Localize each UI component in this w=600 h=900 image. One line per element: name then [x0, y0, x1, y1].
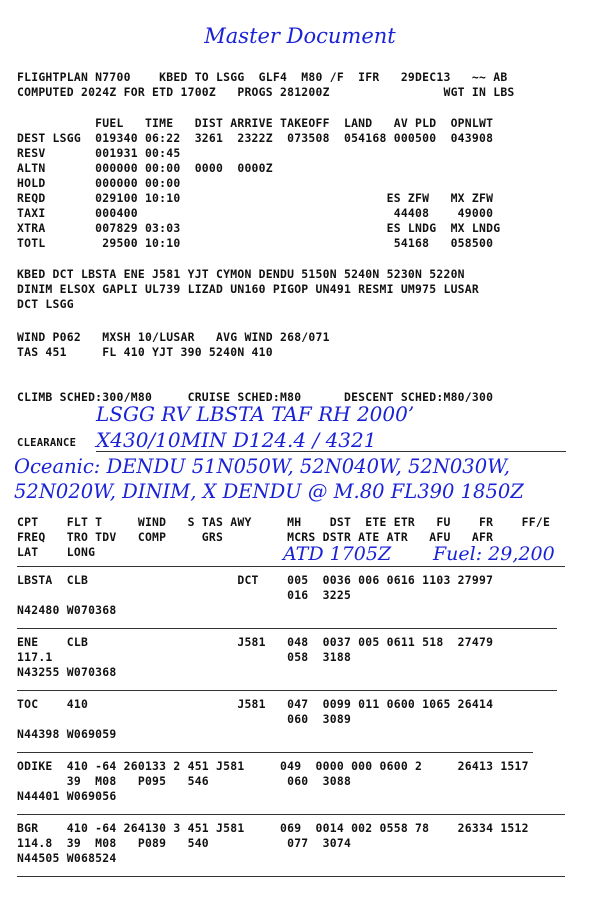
clearance-underline: [96, 451, 566, 452]
waypoint-line: N44401 W069056: [17, 789, 117, 803]
fuel-row-dest: DEST LSGG 019340 06:22 3261 2322Z 073508 054168 000500 043908: [17, 131, 494, 145]
waypoint-odike: [17, 759, 529, 804]
fuel-header-row: FUEL TIME DIST ARRIVE TAKEOFF LAND AV PLD OPNLWT: [17, 116, 494, 130]
navlog-rule-4: [17, 814, 565, 815]
waypoint-line: N44505 W068524: [17, 851, 117, 865]
waypoint-bgr: [17, 821, 529, 866]
handwritten-fuel: Fuel: 29,200: [433, 543, 555, 565]
waypoint-line: TOC 410 J581 047 0099 011 0600 1065 26414: [17, 697, 494, 711]
waypoint-line: LBSTA CLB DCT 005 0036 006 0616 1103 27997: [17, 573, 494, 587]
navlog-header-3: LAT LONG: [17, 545, 96, 559]
header-line-1: FLIGHTPLAN N7700 KBED TO LSGG GLF4 M80 /F IFR 29DEC13 ~~ AB: [17, 70, 508, 84]
wind-line-2: TAS 451 FL 410 YJT 390 5240N 410: [17, 345, 273, 359]
route-line-1: KBED DCT LBSTA ENE J581 YJT CYMON DENDU 5150N 5240N 5230N 5220N: [17, 267, 465, 281]
handwritten-oceanic-line-1: Oceanic: DENDU 51N050W, 52N040W, 52N030W,: [14, 455, 510, 478]
handwritten-clearance: X430/10MIN D124.4 / 4321: [96, 428, 377, 452]
page-title: Master Document: [204, 24, 396, 48]
waypoint-line: N42480 W070368: [17, 603, 117, 617]
fuel-row-totl: TOTL 29500 10:10 54168 058500: [17, 236, 494, 250]
waypoint-ene: [17, 635, 493, 680]
handwritten-atd: ATD 1705Z: [283, 543, 392, 565]
waypoint-line: 114.8 39 M08 P089 540 077 3074: [17, 836, 352, 850]
waypoint-lbsta: [17, 573, 493, 618]
navlog-rule-5: [17, 876, 565, 877]
handwritten-oceanic-line-2: 52N020W, DINIM, X DENDU @ M.80 FL390 1850Z: [14, 480, 524, 503]
route-line-2: DINIM ELSOX GAPLI UL739 LIZAD UN160 PIGOP UN491 RESMI UM975 LUSAR: [17, 282, 480, 296]
navlog-rule-0: [17, 566, 565, 567]
waypoint-line: N43255 W070368: [17, 665, 117, 679]
waypoint-line: 39 M08 P095 546 060 3088: [17, 774, 352, 788]
navlog-header-1: CPT FLT T WIND S TAS AWY MH DST ETE ETR FU FR FF/E: [17, 515, 551, 529]
fuel-row-taxi: TAXI 000400 44408 49000: [17, 206, 494, 220]
waypoint-line: ODIKE 410 -64 260133 2 451 J581 049 0000 000 0600 2 26413 1517: [17, 759, 529, 773]
navlog-rule-1: [17, 628, 557, 629]
fuel-table: [17, 116, 500, 251]
flightplan-header: [17, 70, 515, 100]
waypoint-line: BGR 410 -64 264130 3 451 J581 069 0014 002 0558 78 26334 1512: [17, 821, 529, 835]
navlog-rule-2: [17, 690, 557, 691]
waypoint-line: ENE CLB J581 048 0037 005 0611 518 27479: [17, 635, 494, 649]
fuel-row-xtra: XTRA 007829 03:03 ES LNDG MX LNDG: [17, 221, 501, 235]
clearance-label: CLEARANCE: [17, 437, 77, 449]
schedule-line: CLIMB SCHED:300/M80 CRUISE SCHED:M80 DESCENT SCHED:M80/300: [17, 390, 494, 404]
route-line-3: DCT LSGG: [17, 297, 74, 311]
fuel-row-reqd: REQD 029100 10:10 ES ZFW MX ZFW: [17, 191, 494, 205]
handwritten-atis-note: LSGG RV LBSTA TAF RH 2000’: [96, 402, 415, 426]
waypoint-line: 117.1 058 3188: [17, 650, 352, 664]
waypoint-line: 060 3089: [17, 712, 352, 726]
fuel-row-altn: ALTN 000000 00:00 0000 0000Z: [17, 161, 273, 175]
navlog-rule-3: [17, 752, 533, 753]
waypoint-line: 016 3225: [17, 588, 352, 602]
header-line-2: COMPUTED 2024Z FOR ETD 1700Z PROGS 281200Z WGT IN LBS: [17, 85, 515, 99]
fuel-row-hold: HOLD 000000 00:00: [17, 176, 181, 190]
waypoint-toc: [17, 697, 493, 742]
wind-block: [17, 330, 330, 360]
navlog-header-2: FREQ TRO TDV COMP GRS MCRS DSTR ATE ATR AFU AFR: [17, 530, 494, 544]
fuel-row-resv: RESV 001931 00:45: [17, 146, 181, 160]
wind-line-1: WIND P062 MXSH 10/LUSAR AVG WIND 268/071: [17, 330, 330, 344]
waypoint-line: N44398 W069059: [17, 727, 117, 741]
route-block: [17, 267, 479, 312]
